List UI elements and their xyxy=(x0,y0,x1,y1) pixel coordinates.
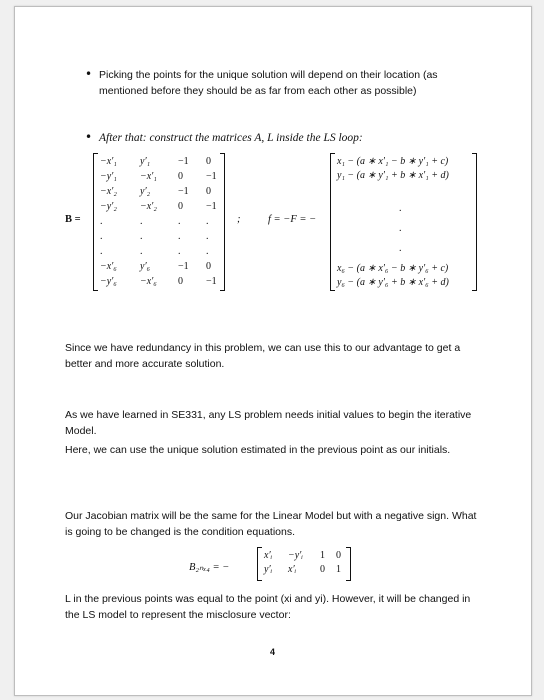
b-matrix-cell: 0 xyxy=(206,261,211,272)
f-vector-cell: . xyxy=(399,223,402,234)
jacobian-label: B₂ₙₓ₄ = − xyxy=(189,562,230,573)
f-vector-label: f = −F = − xyxy=(268,214,317,225)
b-matrix-cell: y′₆ xyxy=(140,261,151,272)
bullet-text-2: After that: construct the matrices A, L inside the LS loop: xyxy=(99,132,363,144)
b-matrix-cell: −x′₆ xyxy=(100,261,117,272)
paragraph-initials: Here, we can use the unique solution estimated in the previous point as our initials. xyxy=(65,444,451,456)
b-matrix-cell: 0 xyxy=(178,171,183,182)
b-matrix-cell: y′₁ xyxy=(140,156,151,167)
b-matrix-cell: −x′₁ xyxy=(140,171,157,182)
b-matrix-cell: −x′₂ xyxy=(140,201,157,212)
b-matrix-cell: 0 xyxy=(206,186,211,197)
b-matrix-cell: . xyxy=(178,246,181,257)
b-matrix-cell: 0 xyxy=(178,276,183,287)
jacobian-cell: x′ᵢ xyxy=(264,550,273,561)
paragraph-initial-values: As we have learned in SE331, any LS problem needs initial values to begin the iterative Model. xyxy=(65,409,472,437)
b-matrix-cell: . xyxy=(178,216,181,227)
b-matrix-cell: −y′₆ xyxy=(100,276,117,287)
b-matrix-cell: −1 xyxy=(178,261,189,272)
b-matrix-cell: . xyxy=(140,246,143,257)
b-matrix-cell: −y′₂ xyxy=(100,201,117,212)
jacobian-cell: 1 xyxy=(320,550,325,561)
f-vector-cell: y₆ − (a ∗ y′₆ + b ∗ x′₆ + d) xyxy=(337,277,449,288)
b-matrix-cell: . xyxy=(178,231,181,242)
b-matrix-cell: . xyxy=(206,231,209,242)
b-matrix-cell: −1 xyxy=(206,201,217,212)
b-matrix-cell: . xyxy=(100,231,103,242)
b-matrix-cell: −x′₁ xyxy=(100,156,117,167)
b-matrix xyxy=(93,153,225,291)
f-vector xyxy=(330,153,477,291)
f-vector-cell: x₁ − (a ∗ x′₁ − b ∗ y′₁ + c) xyxy=(337,156,449,167)
f-vector-cell: . xyxy=(399,243,402,254)
bullet-dot: • xyxy=(85,67,93,81)
b-matrix-cell: . xyxy=(206,246,209,257)
b-matrix-cell: −1 xyxy=(206,171,217,182)
b-matrix-cell: . xyxy=(140,231,143,242)
b-matrix-label: B = xyxy=(65,214,81,225)
b-matrix-cell: 0 xyxy=(206,156,211,167)
b-matrix-cell: 0 xyxy=(178,201,183,212)
jacobian-cell: 0 xyxy=(320,564,325,575)
b-matrix-cell: . xyxy=(206,216,209,227)
jacobian-cell: x′ᵢ xyxy=(288,564,297,575)
semicolon: ; xyxy=(237,214,241,225)
f-vector-cell: x₆ − (a ∗ x′₆ − b ∗ y′₆ + c) xyxy=(337,263,449,274)
jacobian-cell: 1 xyxy=(336,564,341,575)
b-matrix-cell: −x′₆ xyxy=(140,276,157,287)
document-page xyxy=(14,6,532,696)
page-number: 4 xyxy=(270,647,276,657)
b-matrix-cell: . xyxy=(100,246,103,257)
b-matrix-cell: . xyxy=(100,216,103,227)
paragraph-jacobian: Our Jacobian matrix will be the same for the Linear Model but with a negative sign. What is going to be changed is the condition equations. xyxy=(65,510,477,538)
b-matrix-cell: −y′₁ xyxy=(100,171,117,182)
f-vector-cell: . xyxy=(399,203,402,214)
bullet-dot: • xyxy=(85,130,93,144)
paragraph-redundancy: Since we have redundancy in this problem, we can use this to our advantage to get a better and more accurate solution. xyxy=(65,342,461,370)
b-matrix-cell: −x′₂ xyxy=(100,186,117,197)
b-matrix-cell: −1 xyxy=(206,276,217,287)
jacobian-cell: −y′ᵢ xyxy=(288,550,303,561)
paragraph-misclosure: L in the previous points was equal to the point (xi and yi). However, it will be changed in the LS model to represent the misclosure vector: xyxy=(65,593,471,621)
jacobian-cell: y′ᵢ xyxy=(264,564,273,575)
bullet-text-1: Picking the points for the unique solution will depend on their location (as mentioned before they should be as far from each other as possible) xyxy=(99,69,438,97)
b-matrix-cell: . xyxy=(140,216,143,227)
jacobian-matrix xyxy=(257,547,351,581)
b-matrix-cell: −1 xyxy=(178,186,189,197)
f-vector-cell: y₁ − (a ∗ y′₁ + b ∗ x′₁ + d) xyxy=(337,170,449,181)
jacobian-cell: 0 xyxy=(336,550,341,561)
b-matrix-cell: y′₂ xyxy=(140,186,151,197)
b-matrix-cell: −1 xyxy=(178,156,189,167)
